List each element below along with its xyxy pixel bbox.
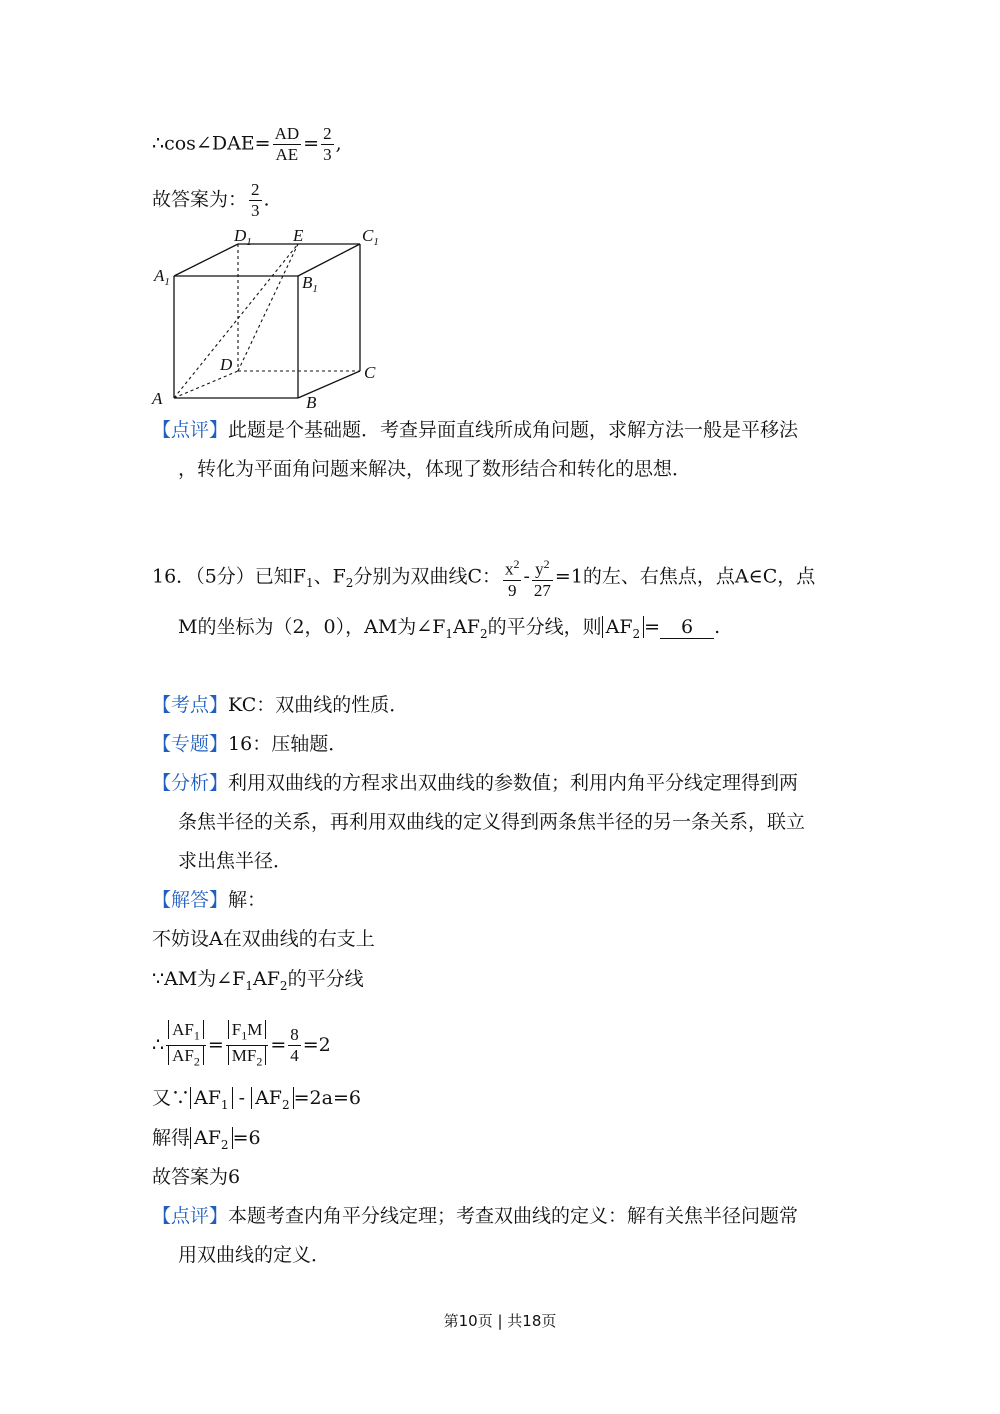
abs-af1 — [190, 1087, 233, 1112]
fenxi-line-1 — [152, 770, 798, 796]
comma: , — [335, 132, 342, 155]
review-text: 本题考查内角平分线定理；考查双曲线的定义：解有关焦半径问题常 — [228, 1205, 799, 1227]
review-16-line-1 — [152, 1203, 798, 1229]
superscript: 2 — [543, 557, 550, 571]
abs-text: MF — [231, 1046, 257, 1066]
fraction-denominator: AE — [275, 145, 299, 164]
equals-sign: = — [644, 616, 661, 638]
fenxi-line-2 — [178, 809, 805, 835]
answer-prefix: 故答案为： — [152, 188, 248, 211]
fraction-denominator: 3 — [323, 145, 332, 164]
superscript: 2 — [513, 557, 520, 571]
question-16-line-1 — [152, 554, 815, 601]
subscript: 1 — [445, 626, 454, 641]
var-y: y — [535, 559, 544, 579]
solution-text: 不妨设A在双曲线的右支上 — [152, 928, 375, 950]
label-c: C — [364, 363, 376, 382]
solution-text: 的平分线 — [287, 968, 364, 990]
equals-sign: = — [270, 1033, 287, 1056]
question-number: 16． — [152, 565, 196, 588]
solution-text: AF — [253, 968, 280, 990]
fraction-numerator — [503, 554, 522, 581]
subscript: 1 — [305, 576, 314, 591]
fraction-denominator: 3 — [251, 201, 260, 220]
ad-over-ae-fraction — [273, 124, 302, 165]
page-footer: 第10页 | 共18页 — [443, 1312, 557, 1330]
jieda-line — [152, 887, 266, 913]
review-tag: 【点评】 — [152, 419, 229, 441]
abs-af2 — [190, 1127, 233, 1152]
equals-sign: = — [207, 1033, 224, 1056]
solution-text: ∵AM为∠F — [152, 968, 246, 990]
minus-sign: - — [232, 1087, 252, 1109]
abs-text: AF — [172, 1046, 194, 1066]
period: . — [263, 188, 270, 211]
fraction-numerator — [532, 554, 553, 581]
solution-line-2 — [152, 966, 364, 999]
abs-text: M — [247, 1020, 263, 1039]
fenxi-text: 利用双曲线的方程求出双曲线的参数值；利用内角平分线定理得到两 — [228, 772, 799, 794]
solution-line-1 — [152, 926, 375, 952]
f1m-over-mf2-fraction — [226, 1020, 269, 1072]
fraction-denominator: 4 — [290, 1046, 299, 1066]
fraction-denominator: 9 — [507, 580, 517, 600]
abs-text: AF — [194, 1127, 221, 1149]
label-b: B — [306, 393, 317, 412]
kaodian-line — [152, 692, 408, 718]
fraction-denominator: 27 — [533, 580, 551, 600]
solution-line-6 — [152, 1164, 240, 1190]
jieda-tag: 【解答】 — [152, 889, 229, 911]
subscript: 2 — [193, 1054, 200, 1069]
subscript: 2 — [279, 978, 288, 993]
question-text: =1的左、右焦点，点A∈C，点 — [554, 565, 816, 588]
two-thirds-fraction — [321, 124, 334, 165]
abs-text: AF — [194, 1087, 221, 1109]
subscript: 2 — [256, 1054, 263, 1069]
fraction-numerator: AD — [274, 124, 300, 143]
subscript: 1 — [241, 1028, 248, 1043]
question-text: 的平分线，则 — [487, 616, 602, 638]
subscript: 1 — [245, 978, 254, 993]
question-16-line-2 — [178, 614, 720, 647]
subscript: 2 — [479, 626, 488, 641]
subscript: 1 — [193, 1028, 200, 1043]
label-b1: $B_1$ — [302, 273, 318, 295]
cos-formula-line — [152, 124, 342, 165]
fraction-denominator — [226, 1046, 269, 1071]
abs-text: AF — [172, 1020, 194, 1039]
subscript: 2 — [281, 1097, 290, 1112]
fenxi-text: 条焦半径的关系，再利用双曲线的定义得到两条焦半径的另一条关系，联立 — [178, 811, 806, 833]
subscript: 2 — [632, 626, 641, 641]
subscript: 1 — [220, 1097, 229, 1112]
question-text: M的坐标为（2，0），AM为∠F — [178, 616, 446, 638]
solution-text: =2 — [302, 1033, 331, 1056]
af1-over-af2-fraction — [166, 1020, 206, 1072]
subscript: 2 — [345, 576, 354, 591]
label-e: E — [293, 226, 304, 245]
abs-text: AF — [255, 1087, 282, 1109]
x-squared-over-9 — [503, 554, 522, 601]
subscript: 2 — [220, 1137, 229, 1152]
label-d1: $D_1$ — [234, 226, 252, 248]
fraction-numerator: 2 — [251, 180, 260, 199]
equals-sign: = — [303, 132, 320, 155]
answer-fraction — [249, 180, 262, 221]
fenxi-tag: 【分析】 — [152, 772, 229, 794]
review-16-line-2 — [178, 1242, 330, 1268]
question-text: （5分）已知F — [195, 565, 306, 588]
fraction-numerator — [226, 1020, 269, 1046]
solution-text: 又∵ — [152, 1087, 191, 1109]
y-squared-over-27 — [532, 554, 553, 601]
answer-blank: 6 — [660, 616, 714, 639]
edge-b1-c1 — [298, 244, 360, 276]
var-x: x — [504, 559, 514, 579]
fenxi-text: 求出焦半径． — [178, 850, 293, 872]
label-a: A — [152, 389, 163, 408]
label-a1: $A_1$ — [154, 266, 170, 288]
zhuanti-text: 16：压轴题． — [228, 733, 348, 755]
kaodian-text: KC：双曲线的性质． — [228, 694, 409, 716]
review-text: 用双曲线的定义． — [178, 1244, 331, 1266]
kaodian-tag: 【考点】 — [152, 694, 229, 716]
hidden-edge-a-d — [174, 371, 238, 398]
fraction-denominator — [166, 1046, 206, 1071]
fraction-numerator: 8 — [290, 1025, 299, 1045]
abs-text: AF — [605, 616, 633, 638]
abs-af2 — [251, 1087, 294, 1112]
minus-sign: - — [523, 565, 530, 588]
zhuanti-line — [152, 731, 347, 757]
fraction-numerator — [166, 1020, 206, 1046]
answer-line-15 — [152, 180, 270, 221]
solution-text: =2a=6 — [293, 1087, 361, 1109]
zhuanti-tag: 【专题】 — [152, 733, 229, 755]
solution-text: =6 — [232, 1127, 261, 1149]
eight-over-four-fraction — [288, 1025, 301, 1066]
solution-text: 解得 — [152, 1127, 191, 1149]
review-text: ，转化为平面角问题来解决，体现了数形结合和转化的思想． — [178, 458, 692, 480]
cube-figure — [148, 226, 388, 416]
cos-prefix: ∴cos∠DAE= — [152, 132, 271, 155]
solution-line-5 — [152, 1125, 261, 1158]
edge-a1-d1 — [174, 244, 238, 276]
solution-line-3 — [152, 1020, 331, 1072]
solution-line-4 — [152, 1085, 361, 1118]
question-text: 分别为双曲线C： — [353, 565, 501, 588]
abs-text: F — [231, 1020, 242, 1039]
review-tag: 【点评】 — [152, 1205, 229, 1227]
review-text: 此题是个基础题．考查异面直线所成角问题，求解方法一般是平移法 — [228, 419, 799, 441]
review-15-line-2 — [178, 456, 691, 482]
solution-text: 故答案为6 — [152, 1166, 241, 1188]
label-d: D — [220, 355, 233, 374]
question-text: 、F — [313, 565, 346, 588]
period: . — [714, 616, 721, 638]
label-c1: $C_1$ — [362, 226, 379, 248]
therefore-sign: ∴ — [152, 1033, 165, 1056]
fraction-numerator: 2 — [323, 124, 332, 143]
jieda-text: 解： — [228, 889, 267, 911]
fenxi-line-3 — [178, 848, 292, 874]
question-text: AF — [453, 616, 480, 638]
review-15-line-1 — [152, 417, 798, 443]
abs-af2 — [602, 616, 645, 641]
